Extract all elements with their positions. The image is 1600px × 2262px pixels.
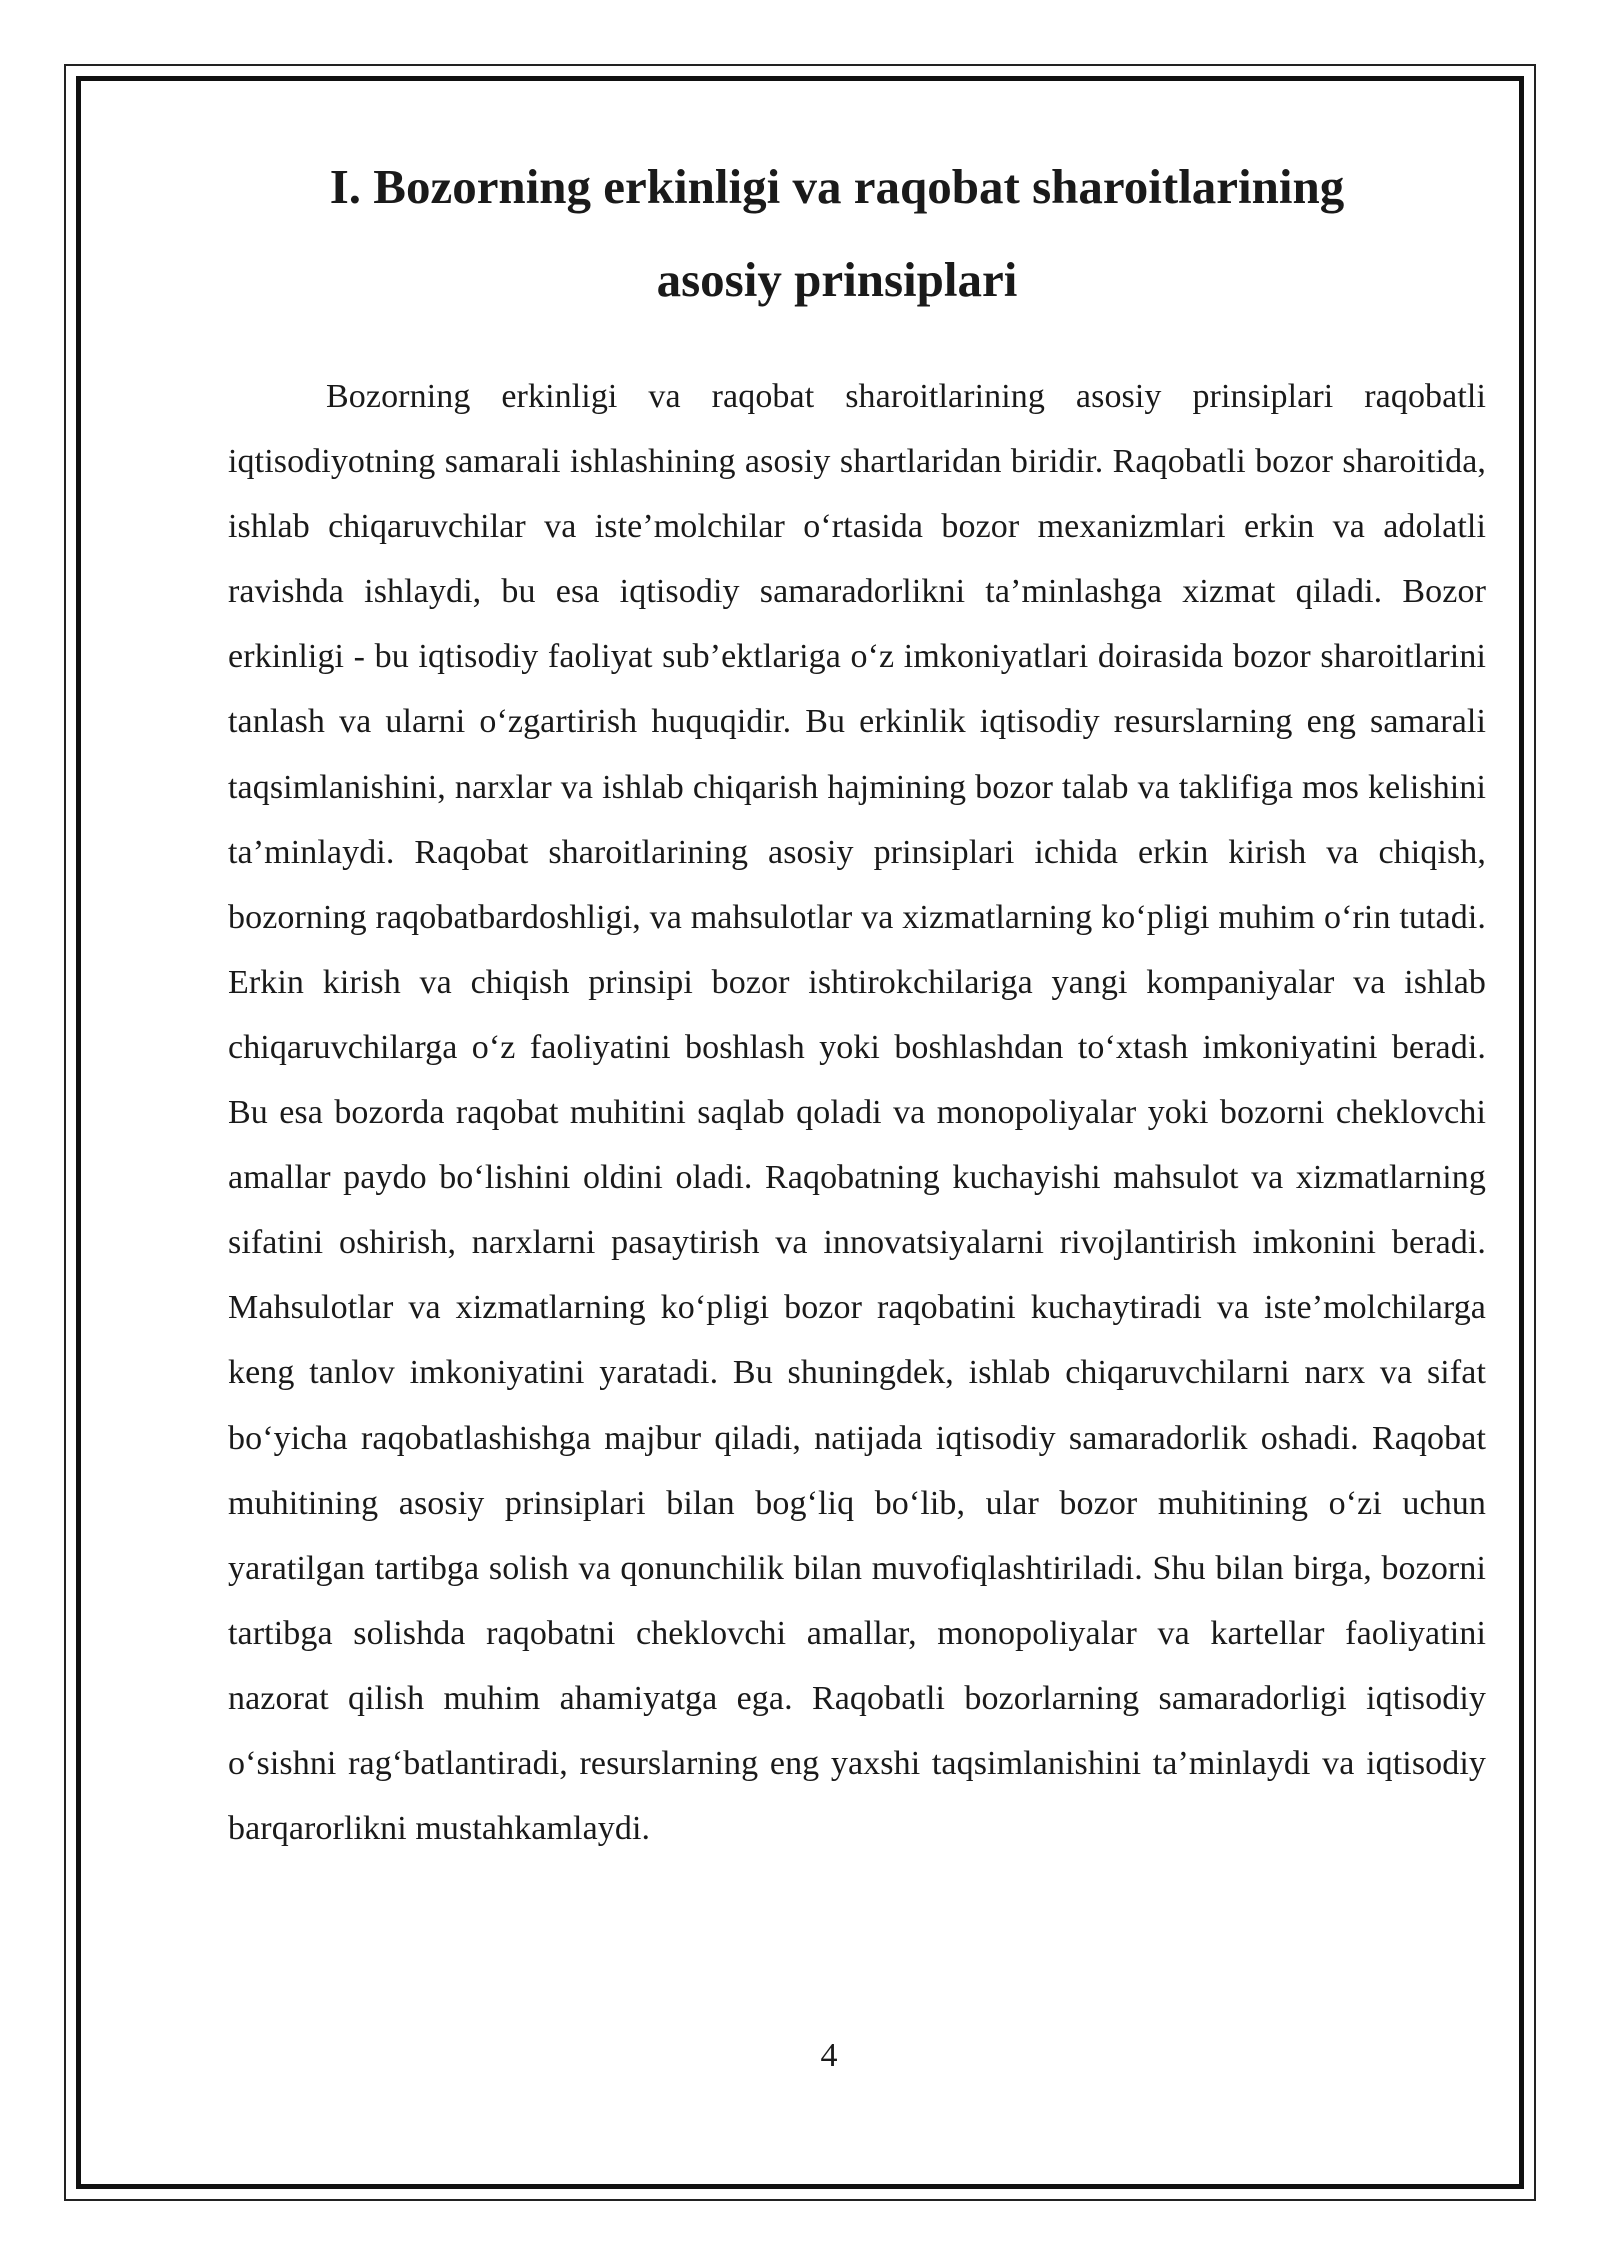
page-number: 4 [820, 2037, 838, 2074]
section-title-line-1: I. Bozorning erkinligi va raqobat sharoitlarining [329, 159, 1345, 214]
body-paragraph: Bozorning erkinligi va raqobat sharoitlarining asosiy prinsiplari raqobatli iqtisodiyotning samarali ishlashining asosiy shartlaridan biridir. Raqobatli bozor sharoitida, ishlab chiqaruvchilar va iste’molchilar o‘rtasida bozor mexanizmlari erkin va adolatli ravishda ishlaydi, bu esa iqtisodiy samaradorlikni ta’minlashga xizmat qiladi. Bozor erkinligi - bu iqtisodiy faoliyat sub’ektlariga o‘z imkoniyatlari doirasida bozor sharoitlarini tanlash va ularni o‘zgartirish huquqidir. Bu erkinlik iqtisodiy resurslarning eng samarali taqsimlanishini, narxlar va ishlab chiqarish hajmining bozor talab va taklifiga mos kelishini ta’minlaydi. Raqobat sharoitlarining asosiy prinsiplari ichida erkin kirish va chiqish, bozorning raqobatbardoshligi, va mahsulotlar va xizmatlarning ko‘pligi muhim o‘rin tutadi. Erkin kirish va chiqish prinsipi bozor ishtirokchilariga yangi kompaniyalar va ishlab chiqaruvchilarga o‘z faoliyatini boshlash yoki boshlashdan to‘xtash imkoniyatini beradi. Bu esa bozorda raqobat muhitini saqlab qoladi va monopoliyalar yoki bozorni cheklovchi amallar paydo bo‘lishini oldini oladi. Raqobatning kuchayishi mahsulot va xizmatlarning sifatini oshirish, narxlarni pasaytirish va innovatsiyalarni rivojlantirish imkonini beradi. Mahsulotlar va xizmatlarning ko‘pligi bozor raqobatini kuchaytiradi va iste’molchilarga keng tanlov imkoniyatini yaratadi. Bu shuningdek, ishlab chiqaruvchilarni narx va sifat bo‘yicha raqobatlashishga majbur qiladi, natijada iqtisodiy samaradorlik oshadi. Raqobat muhitining asosiy prinsiplari bilan bog‘liq bo‘lib, ular bozor muhitining o‘zi uchun yaratilgan tartibga solish va qonunchilik bilan muvofiqlashtiriladi. Shu bilan birga, bozorni tartibga solishda raqobatni cheklovchi amallar, monopoliyalar va kartellar faoliyatini nazorat qilish muhim ahamiyatga ega. Raqobatli bozorlarning samaradorligi iqtisodiy o‘sishni rag‘batlantiradi, resurslarning eng yaxshi taqsimlanishini ta’minlaydi va iqtisodiy barqarorlikni mustahkamlaydi. [228, 378, 1486, 1848]
section-title-line-2: asosiy prinsiplari [656, 252, 1018, 307]
section-title [278, 140, 1396, 326]
page-number-container [0, 2026, 1600, 2086]
page-content [228, 140, 1486, 1861]
